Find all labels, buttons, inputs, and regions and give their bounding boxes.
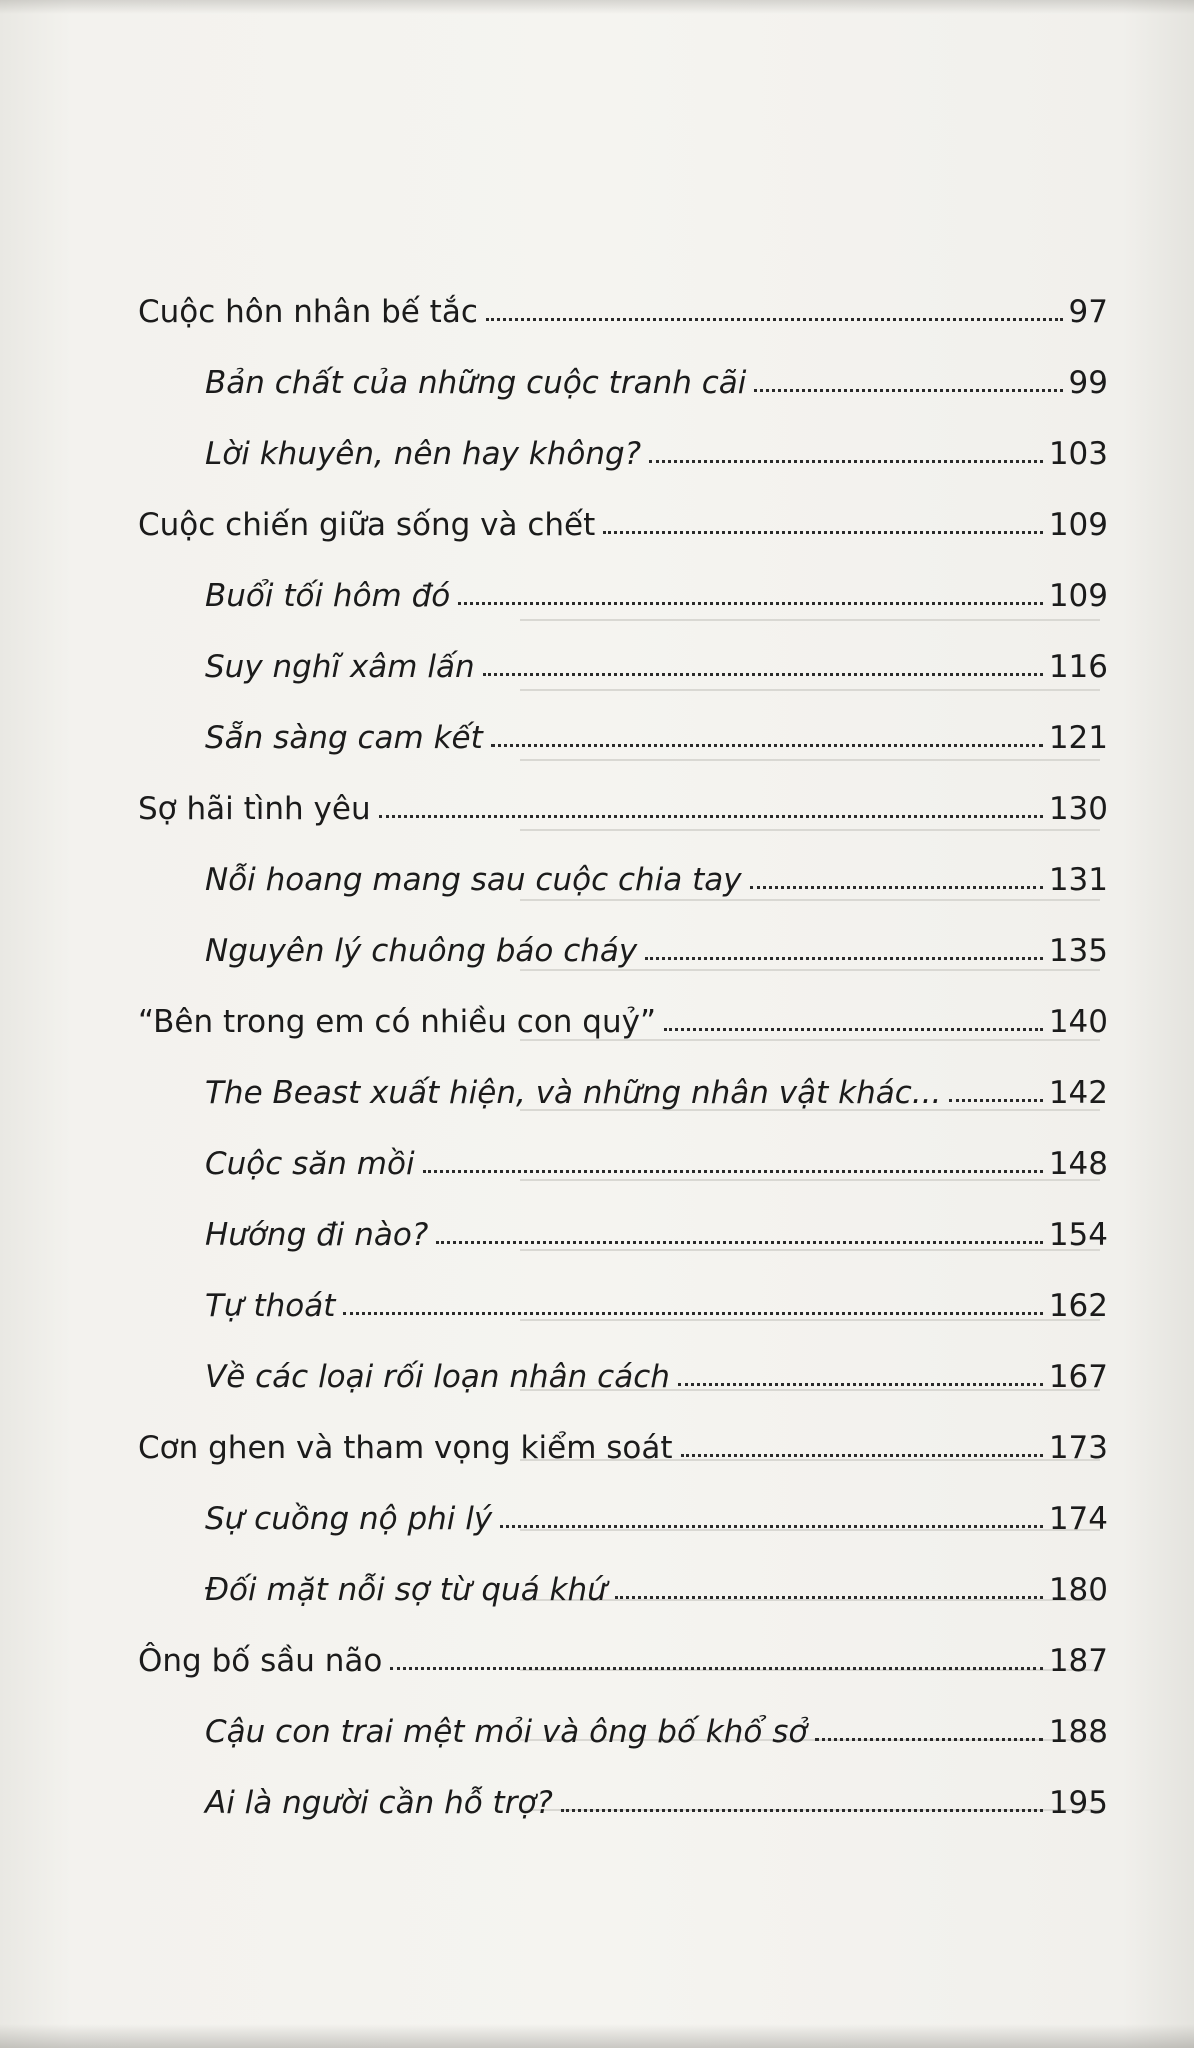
dot-leader <box>664 1028 1043 1031</box>
dot-leader <box>486 318 1063 321</box>
toc-entry-page: 173 <box>1048 1430 1108 1466</box>
toc-entry-page: 116 <box>1048 649 1108 685</box>
toc-entry-page: 167 <box>1048 1359 1108 1395</box>
toc-entry-title: Đối mặt nỗi sợ từ quá khứ <box>205 1572 607 1608</box>
toc-entry-title: Sẵn sàng cam kết <box>205 720 483 756</box>
toc-entry-title: Cuộc chiến giữa sống và chết <box>138 507 596 543</box>
toc-entry-page: 154 <box>1048 1217 1108 1253</box>
dot-leader <box>754 389 1062 392</box>
toc-subentry <box>205 1704 1108 1748</box>
toc-subentry <box>205 1562 1108 1606</box>
toc-entry-title: Về các loại rối loạn nhân cách <box>205 1359 670 1395</box>
dot-leader <box>343 1312 1042 1315</box>
dot-leader <box>483 673 1043 676</box>
toc-subentry <box>205 1775 1108 1819</box>
toc-entry-page: 162 <box>1048 1288 1108 1324</box>
dot-leader <box>436 1241 1043 1244</box>
toc-entry-title: The Beast xuất hiện, và những nhân vật khác... <box>205 1075 942 1111</box>
toc-entry-title: Hướng đi nào? <box>205 1217 429 1253</box>
dot-leader <box>949 1099 1042 1102</box>
dot-leader <box>750 886 1043 889</box>
toc-entry-page: 140 <box>1048 1004 1108 1040</box>
toc-entry-page: 174 <box>1048 1501 1108 1537</box>
page-top-shadow <box>0 0 1194 14</box>
toc-subentry <box>205 1065 1108 1109</box>
dot-leader <box>423 1170 1043 1173</box>
page-bottom-shadow <box>0 2024 1194 2048</box>
dot-leader <box>603 531 1043 534</box>
toc-entry-title: Lời khuyên, nên hay không? <box>205 436 642 472</box>
toc-entry-page: 97 <box>1068 294 1108 330</box>
toc-subentry <box>205 1207 1108 1251</box>
toc-entry-title: Ai là người cần hỗ trợ? <box>205 1785 553 1821</box>
toc-entry-page: 148 <box>1048 1146 1108 1182</box>
toc-entry-title: Sợ hãi tình yêu <box>138 791 371 827</box>
toc-subentry <box>205 1278 1108 1322</box>
toc-entry-page: 109 <box>1048 578 1108 614</box>
toc-entry-title: Ông bố sầu não <box>138 1643 383 1679</box>
toc-entry-title: Cậu con trai mệt mỏi và ông bố khổ sở <box>205 1714 808 1750</box>
dot-leader <box>681 1454 1043 1457</box>
toc-entry-title: Nỗi hoang mang sau cuộc chia tay <box>205 862 742 898</box>
dot-leader <box>390 1667 1042 1670</box>
toc-entry-title: “Bên trong em có nhiều con quỷ” <box>138 1004 657 1040</box>
dot-leader <box>645 957 1043 960</box>
toc-entry-page: 109 <box>1048 507 1108 543</box>
dot-leader <box>500 1525 1043 1528</box>
toc-entry-title: Tự thoát <box>205 1288 336 1324</box>
toc-entry-page: 188 <box>1048 1714 1108 1750</box>
toc-entry-title: Cơn ghen và tham vọng kiểm soát <box>138 1430 673 1466</box>
dot-leader <box>379 815 1043 818</box>
toc-entry-title: Buổi tối hôm đó <box>205 578 451 614</box>
dot-leader <box>815 1738 1043 1741</box>
toc-entry-page: 187 <box>1048 1643 1108 1679</box>
toc-subentry <box>205 639 1108 683</box>
toc-entry-page: 121 <box>1048 720 1108 756</box>
dot-leader <box>561 1809 1043 1812</box>
toc-entry-page: 142 <box>1048 1075 1108 1111</box>
toc-entry-page: 180 <box>1048 1572 1108 1608</box>
toc-entry-title: Suy nghĩ xâm lấn <box>205 649 475 685</box>
toc-entry-title: Sự cuồng nộ phi lý <box>205 1501 493 1537</box>
toc-entry-title: Bản chất của những cuộc tranh cãi <box>205 365 747 401</box>
toc-subentry <box>205 1136 1108 1180</box>
toc-entry-page: 131 <box>1048 862 1108 898</box>
toc-subentry <box>205 852 1108 896</box>
toc-subentry <box>205 710 1108 754</box>
toc-entry-title: Cuộc săn mồi <box>205 1146 415 1182</box>
toc-entry <box>138 781 1108 825</box>
toc-entry <box>138 1420 1108 1464</box>
toc-entry-page: 103 <box>1048 436 1108 472</box>
toc-entry <box>138 994 1108 1038</box>
toc-subentry <box>205 355 1108 399</box>
toc-entry-title: Nguyên lý chuông báo cháy <box>205 933 638 969</box>
dot-leader <box>615 1596 1043 1599</box>
dot-leader <box>458 602 1043 605</box>
dot-leader <box>678 1383 1043 1386</box>
toc-subentry <box>205 568 1108 612</box>
toc-entry-page: 99 <box>1068 365 1108 401</box>
toc-entry <box>138 284 1108 328</box>
toc-subentry <box>205 923 1108 967</box>
toc-entry-title: Cuộc hôn nhân bế tắc <box>138 294 478 330</box>
toc-entry <box>138 1633 1108 1677</box>
toc-entry-page: 130 <box>1048 791 1108 827</box>
toc-subentry <box>205 1491 1108 1535</box>
toc-entry-page: 135 <box>1048 933 1108 969</box>
dot-leader <box>649 460 1043 463</box>
dot-leader <box>491 744 1043 747</box>
toc-subentry <box>205 1349 1108 1393</box>
toc-subentry <box>205 426 1108 470</box>
toc-entry-page: 195 <box>1048 1785 1108 1821</box>
toc-entry <box>138 497 1108 541</box>
